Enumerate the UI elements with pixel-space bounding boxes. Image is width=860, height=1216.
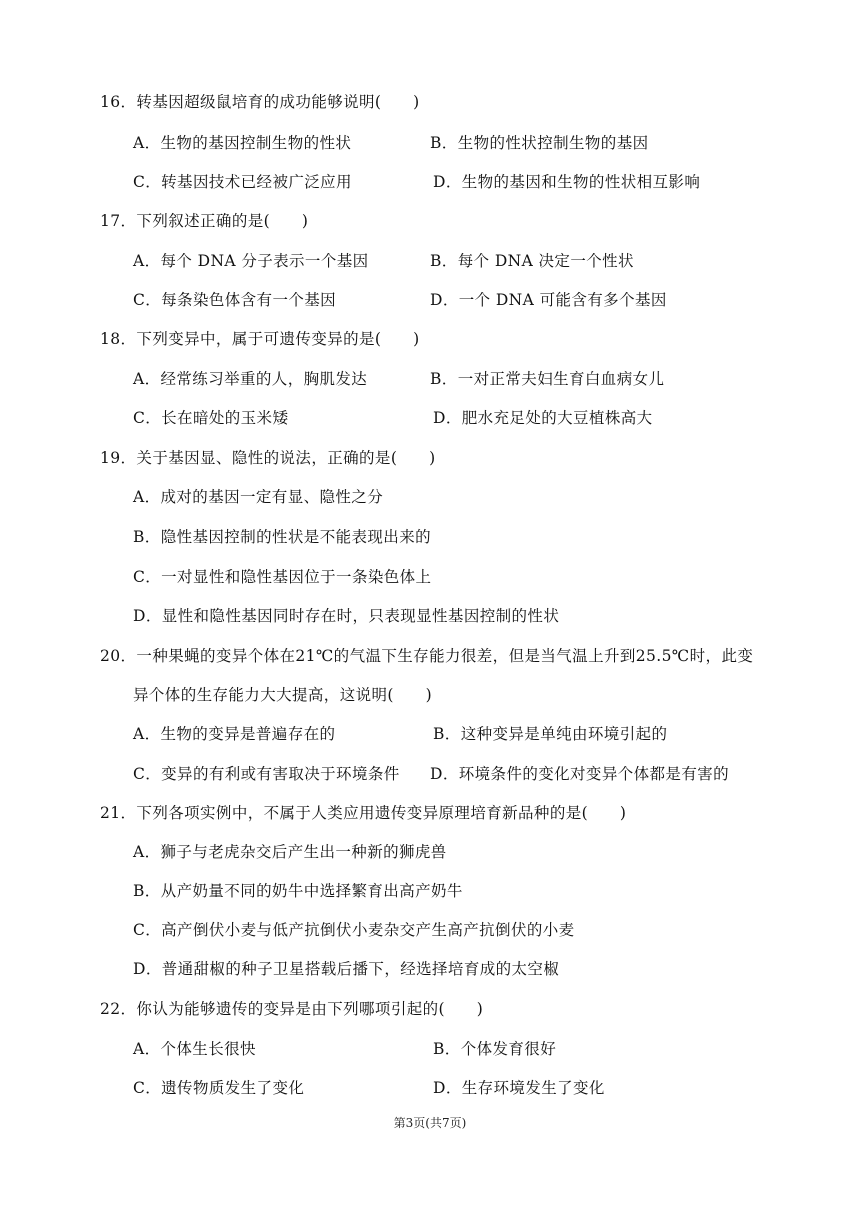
question-18-option-c: C．长在暗处的玉米矮	[133, 409, 289, 427]
question-22-option-d: D．生存环境发生了变化	[433, 1079, 605, 1097]
question-20-option-b: B．这种变异是单纯由环境引起的	[433, 725, 668, 743]
question-16-option-d: D．生物的基因和生物的性状相互影响	[433, 173, 701, 191]
question-19-option-a: A．成对的基因一定有显、隐性之分	[133, 488, 384, 506]
question-19-option-b: B．隐性基因控制的性状是不能表现出来的	[133, 528, 431, 546]
question-19-stem: 19．关于基因显、隐性的说法，正确的是( )	[100, 449, 436, 467]
question-20-stem-line-1: 20．一种果蝇的变异个体在21℃的气温下生存能力很差，但是当气温上升到25.5℃时，此变	[100, 647, 754, 665]
question-19-option-c: C．一对显性和隐性基因位于一条染色体上	[133, 568, 432, 586]
question-21-option-a: A．狮子与老虎杂交后产生出一种新的狮虎兽	[133, 843, 447, 861]
question-20-option-d: D．环境条件的变化对变异个体都是有害的	[430, 765, 730, 783]
question-21-option-b: B．从产奶量不同的奶牛中选择繁育出高产奶牛	[133, 882, 463, 900]
question-16-option-c: C．转基因技术已经被广泛应用	[133, 173, 352, 191]
question-17-option-b: B．每个 DNA 决定一个性状	[430, 252, 634, 270]
question-21-option-c: C．高产倒伏小麦与低产抗倒伏小麦杂交产生高产抗倒伏的小麦	[133, 921, 575, 939]
question-16-stem: 16．转基因超级鼠培育的成功能够说明( )	[100, 93, 420, 111]
question-21-option-d: D．普通甜椒的种子卫星搭载后播下，经选择培育成的太空椒	[133, 960, 560, 978]
question-18-option-b: B．一对正常夫妇生育白血病女儿	[430, 370, 665, 388]
question-20-option-a: A．生物的变异是普遍存在的	[133, 725, 336, 743]
question-20-stem-line-2: 异个体的生存能力大大提高，这说明( )	[133, 686, 433, 704]
question-17-stem: 17．下列叙述正确的是( )	[100, 212, 309, 230]
question-21-stem: 21．下列各项实例中，不属于人类应用遗传变异原理培育新品种的是( )	[100, 804, 627, 822]
question-22-option-b: B．个体发育很好	[433, 1040, 557, 1058]
question-22-option-c: C．遗传物质发生了变化	[133, 1079, 305, 1097]
question-18-option-d: D．肥水充足处的大豆植株高大	[433, 409, 653, 427]
question-18-option-a: A．经常练习举重的人，胸肌发达	[133, 370, 368, 388]
page-number: 第3页(共7页)	[393, 1116, 467, 1130]
question-17-option-c: C．每条染色体含有一个基因	[133, 291, 337, 309]
question-16-option-b: B．生物的性状控制生物的基因	[430, 134, 649, 152]
question-18-stem: 18．下列变异中，属于可遗传变异的是( )	[100, 330, 420, 348]
question-16-option-a: A．生物的基因控制生物的性状	[133, 134, 352, 152]
question-17-option-a: A．每个 DNA 分子表示一个基因	[133, 252, 369, 270]
question-20-option-c: C．变异的有利或有害取决于环境条件	[133, 765, 400, 783]
question-17-option-d: D．一个 DNA 可能含有多个基因	[430, 291, 667, 309]
question-19-option-d: D．显性和隐性基因同时存在时，只表现显性基因控制的性状	[133, 607, 560, 625]
question-22-stem: 22．你认为能够遗传的变异是由下列哪项引起的( )	[100, 1000, 484, 1018]
question-22-option-a: A．个体生长很快	[133, 1040, 256, 1058]
